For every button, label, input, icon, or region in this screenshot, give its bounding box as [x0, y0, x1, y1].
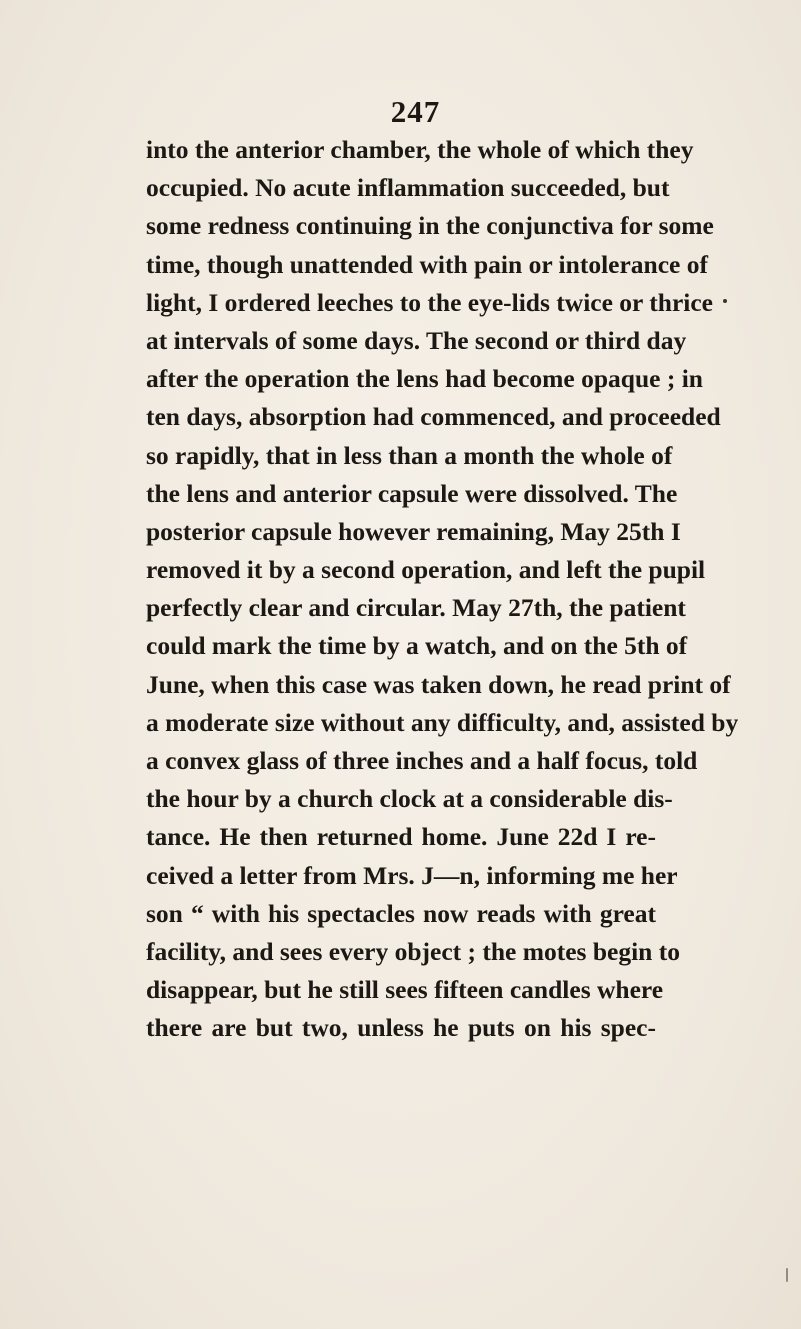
text-line: a moderate size without any difficulty, and, assisted by — [146, 707, 739, 737]
text-line: facility, and sees every object ; the motes begin to — [146, 936, 680, 966]
text-line: time, though unattended with pain or intolerance of — [146, 249, 708, 279]
text-line: disappear, but he still sees fifteen candles where — [146, 975, 664, 1005]
text-line: June, when this case was taken down, he read print of — [146, 669, 731, 699]
text-line: the hour by a church clock at a considerable dis- — [146, 784, 673, 814]
text-line: after the operation the lens had become opaque ; in — [146, 364, 703, 394]
text-line: at intervals of some days. The second or third day — [146, 325, 687, 355]
text-line: perfectly clear and circular. May 27th, the patient — [146, 593, 686, 623]
text-line: a convex glass of three inches and a half focus, told — [146, 746, 698, 775]
paper-speck — [786, 1268, 788, 1282]
text-line: there are but two, unless he puts on his spec- — [146, 1013, 656, 1043]
text-line: removed it by a second operation, and left the pupil — [146, 555, 706, 585]
text-line: so rapidly, that in less than a month the whole of — [146, 440, 673, 470]
text-line: son “ with his spectacles now reads with great — [146, 898, 656, 928]
text-line: posterior capsule however remaining, May 25th I — [146, 516, 681, 546]
page-number: 247 — [390, 94, 441, 129]
text-line: the lens and anterior capsule were dissolved. The — [146, 478, 678, 508]
text-line: could mark the time by a watch, and on the 5th of — [146, 631, 688, 661]
text-line: tance. He then returned home. June 22d I re- — [146, 822, 656, 852]
text-line: into the anterior chamber, the whole of which they — [146, 135, 694, 164]
body-text — [146, 131, 739, 1048]
text-line: occupied. No acute inflammation succeeded, but — [146, 173, 670, 203]
paper-speck — [723, 299, 727, 303]
text-line: ten days, absorption had commenced, and proceeded — [146, 402, 721, 432]
text-line: ceived a letter from Mrs. J—n, informing me her — [146, 860, 678, 890]
text-line: light, I ordered leeches to the eye-lids twice or thrice — [146, 287, 713, 317]
text-line: some redness continuing in the conjunctiva for some — [146, 211, 714, 241]
